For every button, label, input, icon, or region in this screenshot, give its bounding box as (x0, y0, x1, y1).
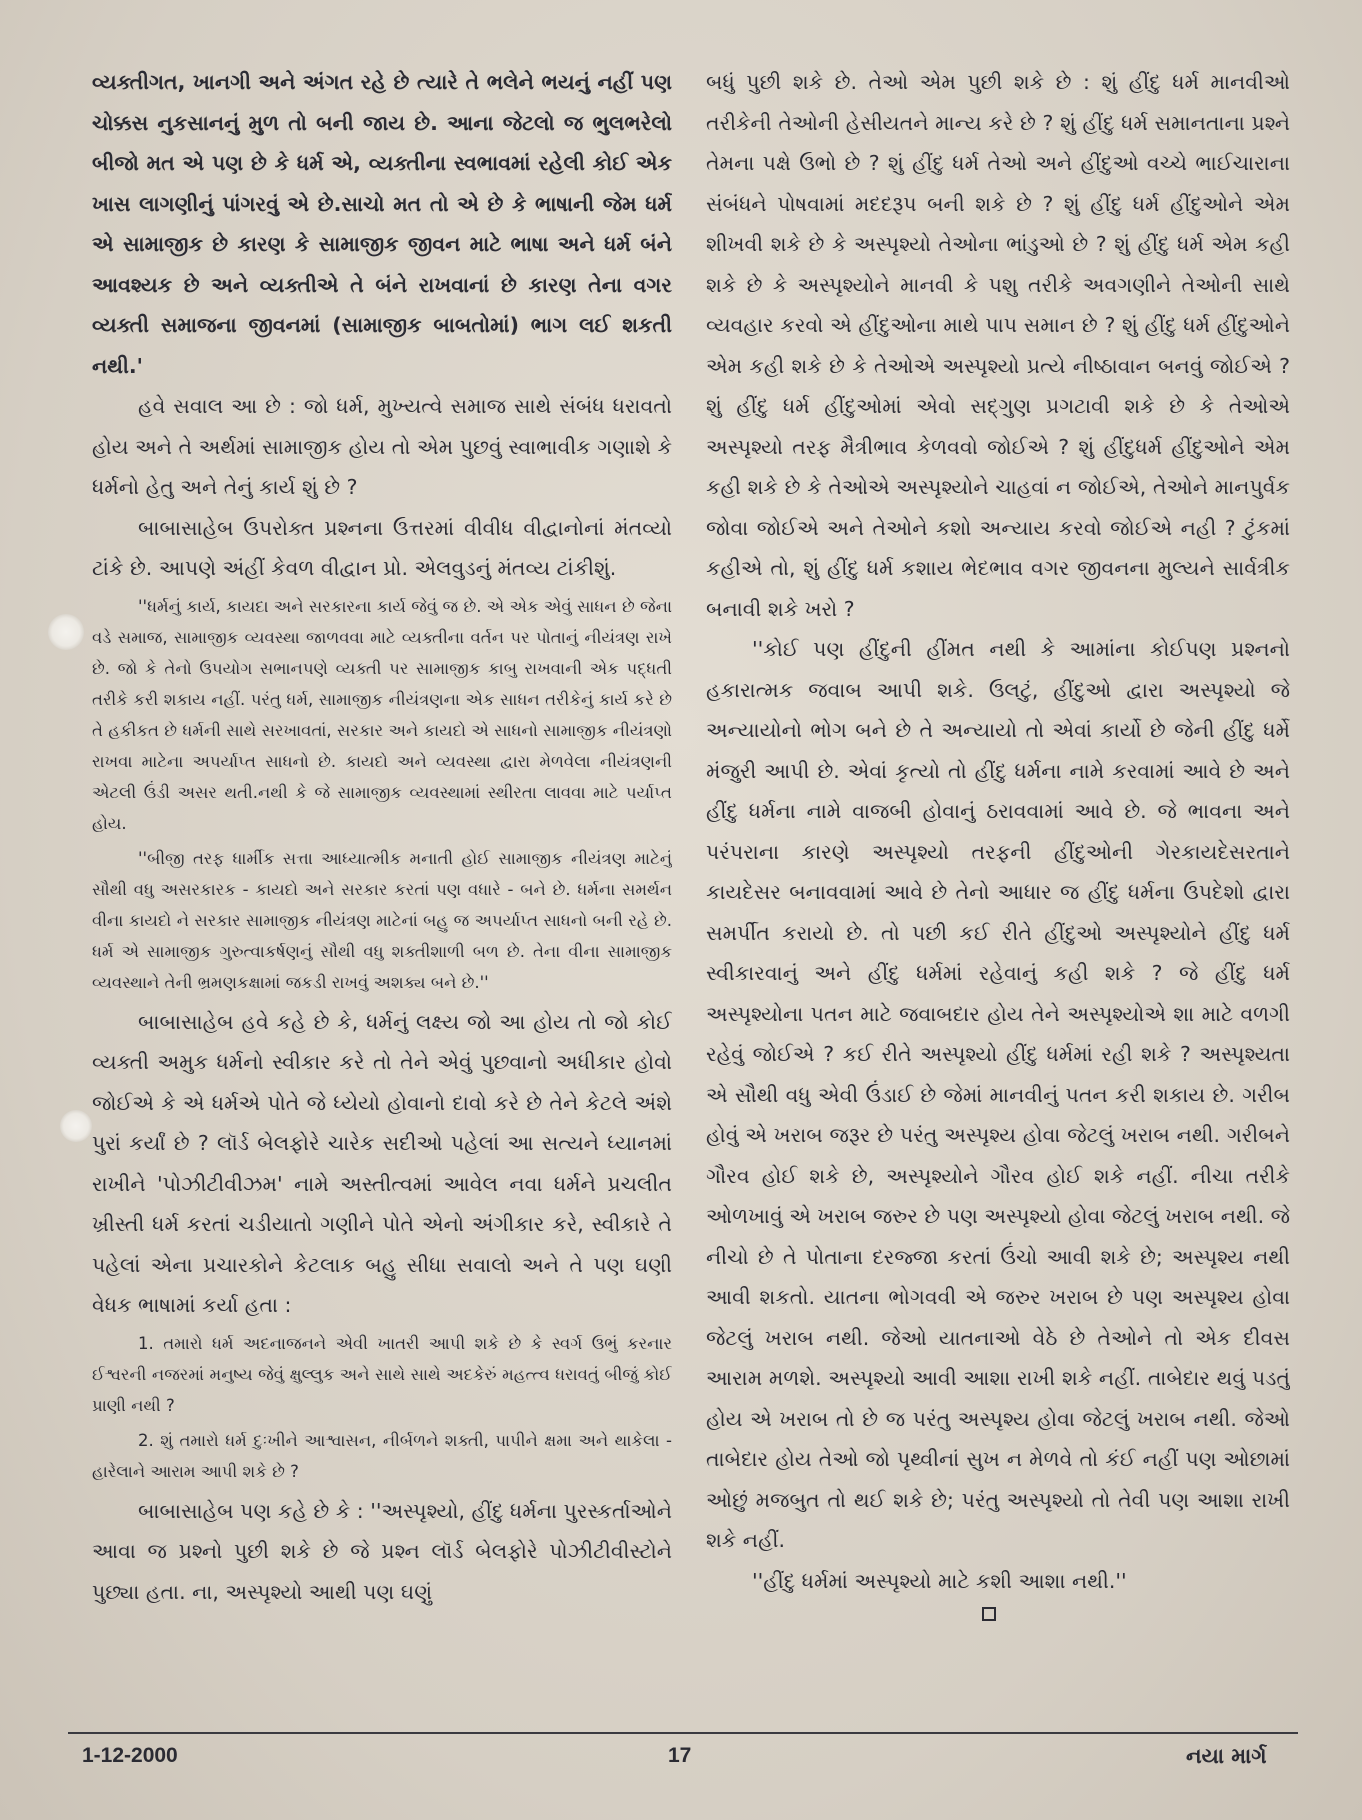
end-of-article-square-icon (982, 1607, 996, 1621)
left-paragraph-4: બાબાસાહેબ હવે કહે છે કે, ધર્મનું લક્ષ્ય જો આ હોય તો જો કોઈ વ્યક્તી અમુક ધર્મનો સ્વીકાર કરે તો તેને એવું પુછવાનો અધીકાર હોવો જોઈએ કે એ ધર્મએ પોતે જે ધ્યેયો હોવાનો દાવો કરે છે તેને કેટલે અંશે પુરાં કર્યાં છે ? લૉર્ડ બેલફોરે ચારેક સદીઓ પહેલાં આ સત્યને ધ્યાનમાં રાખીને 'પોઝીટીવીઝમ' નામે અસ્તીત્વમાં આવેલ નવા ધર્મને પ્રચલીત ખ્રીસ્તી ધર્મ કરતાં ચડીયાતો ગણીને પોતે એનો અંગીકાર કરે, સ્વીકારે તે પહેલાં એના પ્રચારકોને કેટલાક બહુ સીધા સવાલો અને તે પણ ઘણી વેધક ભાષામાં કર્યા હતા : (92, 1009, 672, 1317)
left-question-1: 1. તમારો ધર્મ અદનાજનને એવી ખાતરી આપી શકે છે કે સ્વર્ગ ઉભું કરનાર ઈશ્વરની નજરમાં મનુષ્ય જેવું ક્ષુલ્લુક અને સાથે સાથે અદકેરું મહત્ત્વ ધરાવતું બીજું કોઈ પ્રાણી નથી ? (92, 1333, 672, 1415)
punch-hole-top (48, 614, 84, 650)
publication-name: નયા માર્ગ (1186, 1744, 1267, 1768)
left-paragraph-5: બાબાસાહેબ પણ કહે છે કે : ''અસ્પૃશ્યો, હીંદુ ધર્મના પુરસ્કર્તાઓને આવા જ પ્રશ્નો પુછી શકે છે જે પ્રશ્ન લૉર્ડ બેલફોરે પોઝીટીવીસ્ટોને પુછ્યા હતા. ના, અસ્પૃશ્યો આથી પણ ઘણું (92, 1498, 672, 1604)
left-paragraph-2: હવે સવાલ આ છે : જો ધર્મ, મુખ્યત્વે સમાજ સાથે સંબંધ ધરાવતો હોય અને તે અર્થમાં સામાજીક હોય તો એમ પુછવું સ્વાભાવીક ગણાશે કે ધર્મનો હેતુ અને તેનું કાર્ય શું છે ? (92, 394, 672, 499)
punch-hole-bottom (60, 1110, 92, 1142)
right-column (706, 62, 1290, 1621)
left-paragraph-1: વ્યક્તીગત, ખાનગી અને અંગત રહે છે ત્યારે તે ભલેને ભયનું નહીં પણ ચોક્કસ નુકસાનનું મુળ તો બની જાય છે. આના જેટલો જ ભુલભરેલો બીજો મત એ પણ છે કે ધર્મ એ, વ્યક્તીના સ્વભાવમાં રહેલી કોઈ એક ખાસ લાગણીનું પાંગરવું એ છે.સાચો મત તો એ છે કે ભાષાની જેમ ધર્મ એ સામાજીક છે કારણ કે સામાજીક જીવન માટે ભાષા અને ધર્મ બંને આવશ્યક છે અને વ્યક્તીએ તે બંને રાખવાનાં છે કારણ તેના વગર વ્યક્તી સમાજના જીવનમાં (સામાજીક બાબતોમાં) ભાગ લઈ શકતી નથી.' (92, 70, 672, 378)
right-paragraph-1: બધું પુછી શકે છે. તેઓ એમ પુછી શકે છે : શું હીંદુ ધર્મ માનવીઓ તરીકેની તેઓની હેસીયતને માન્ય કરે છે ? શું હીંદુ ધર્મ સમાનતાના પ્રશ્ને તેમના પક્ષે ઉભો છે ? શું હીંદુ ધર્મ તેઓ અને હીંદુઓ વચ્ચે ભાઈચારાના સંબંધને પોષવામાં મદદરૂપ બની શકે છે ? શું હીંદુ ધર્મ હીંદુઓને એમ શીખવી શકે છે કે અસ્પૃશ્યો તેઓના ભાંડુઓ છે ? શું હીંદુ ધર્મ એમ કહી શકે છે કે અસ્પૃશ્યોને માનવી કે પશુ તરીકે અવગણીને તેઓની સાથે વ્યવહાર કરવો એ હીંદુઓના માથે પાપ સમાન છે ? શું હીંદુ ધર્મ હીંદુઓને એમ કહી શકે છે કે તેઓએ અસ્પૃશ્યો પ્રત્યે નીષ્ઠાવાન બનવું જોઈએ ? શું હીંદુ ધર્મ હીંદુઓમાં એવો સદ્ગુણ પ્રગટાવી શકે છે કે તેઓએ અસ્પૃશ્યો તરફ મૈત્રીભાવ કેળવવો જોઈએ ? શું હીંદુધર્મ હીંદુઓને એમ કહી શકે છે કે તેઓએ અસ્પૃશ્યોને ચાહવાં ન જોઈએ, તેઓને માનપુર્વક જોવા જોઈએ અને તેઓને કશો અન્યાય કરવો જોઈએ નહી ? ટુંકમાં કહીએ તો, શું હીંદુ ધર્મ કશાય ભેદભાવ વગર જીવનના મુલ્યને સાર્વત્રીક બનાવી શકે ખરો ? (706, 70, 1290, 621)
footer-date: 1-12-2000 (82, 1744, 178, 1767)
footer-divider (68, 1732, 1298, 1734)
left-quote-2: ''બીજી તરફ ધાર્મીક સત્તા આધ્યાત્મીક મનાતી હોઈ સામાજીક નીયંત્રણ માટેનું સૌથી વધુ અસરકારક - કાયદો અને સરકાર કરતાં પણ વધારે - બને છે. ધર્મના સમર્થન વીના કાયદો ને સરકાર સામાજીક નીયંત્રણ માટેનાં બહુ જ અપર્યાપ્ત સાધનો બની રહે છે. ધર્મ એ સામાજીક ગુરુત્વાકર્ષણનું સૌથી વધુ શક્તીશાળી બળ છે. તેના વીના સામાજીક વ્યવસ્થાને તેની ભ્રમણકક્ષામાં જકડી રાખવું અશક્ય બને છે.'' (92, 848, 672, 992)
left-question-2: 2. શું તમારો ધર્મ દુઃખીને આશ્વાસન, નીર્બળને શક્તી, પાપીને ક્ષમા અને થાકેલા - હારેલાને આરામ આપી શકે છે ? (92, 1430, 672, 1481)
page-number: 17 (668, 1744, 692, 1767)
right-paragraph-2: ''કોઈ પણ હીંદુની હીંમત નથી કે આમાંના કોઈપણ પ્રશ્નનો હકારાત્મક જવાબ આપી શકે. ઉલટું, હીંદુઓ દ્વારા અસ્પૃશ્યો જે અન્યાયોનો ભોગ બને છે તે અન્યાયો તો એવાં કાર્યો છે જેની હીંદુ ધર્મે મંજુરી આપી છે. એવાં કૃત્યો તો હીંદુ ધર્મના નામે કરવામાં આવે છે અને હીંદુ ધર્મના નામે વાજબી હોવાનું ઠરાવવામાં આવે છે. જે ભાવના અને પરંપરાના કારણે અસ્પૃશ્યો તરફની હીંદુઓની ગેરકાયદેસરતાને કાયદેસર બનાવવામાં આવે છે તેનો આધાર જ હીંદુ ધર્મના ઉપદેશો દ્વારા સમર્પીત કરાયો છે. તો પછી કઈ રીતે હીંદુઓ અસ્પૃશ્યોને હીંદુ ધર્મ સ્વીકારવાનું અને હીંદુ ધર્મમાં રહેવાનું કહી શકે ? જે હીંદુ ધર્મ અસ્પૃશ્યોના પતન માટે જવાબદાર હોય તેને અસ્પૃશ્યોએ શા માટે વળગી રહેવું જોઈએ ? કઈ રીતે અસ્પૃશ્યો હીંદુ ધર્મમાં રહી શકે ? અસ્પૃશ્યતા એ સૌથી વધુ એવી ઉંડાઈ છે જેમાં માનવીનું પતન કરી શકાય છે. ગરીબ હોવું એ ખરાબ જરૂર છે પરંતુ અસ્પૃશ્ય હોવા જેટલું ખરાબ નથી. ગરીબને ગૌરવ હોઈ શકે છે, અસ્પૃશ્યોને ગૌરવ હોઈ શકે નહીં. નીચા તરીકે ઓળખાવું એ ખરાબ જરુર છે પણ અસ્પૃશ્યો હોવા જેટલું ખરાબ નથી. જે નીચો છે તે પોતાના દરજ્જા કરતાં ઉંચો આવી શકે છે; અસ્પૃશ્ય નથી આવી શકતો. યાતના ભોગવવી એ જરુર ખરાબ છે પણ અસ્પૃશ્ય હોવા જેટલું ખરાબ નથી. જેઓ યાતનાઓ વેઠે છે તેઓને તો એક દીવસ આરામ મળશે. અસ્પૃશ્યો આવી આશા રાખી શકે નહીં. તાબેદાર થવું પડતું હોય એ ખરાબ તો છે જ પરંતુ અસ્પૃશ્ય હોવા જેટલું ખરાબ નથી. જેઓ તાબેદાર હોય તેઓ જો પૃથ્વીનાં સુખ ન મેળવે તો કંઈ નહીં પણ ઓછામાં ઓછું મજબુત તો થઈ શકે છે; પરંતુ અસ્પૃશ્યો તો તેવી પણ આશા રાખી શકે નહીં. (706, 637, 1290, 1552)
left-column (92, 62, 672, 1612)
left-quote-1: ''ધર્મનું કાર્ય, કાયદા અને સરકારના કાર્ય જેવું જ છે. એ એક એવું સાધન છે જેના વડે સમાજ, સામાજીક વ્યવસ્થા જાળવવા માટે વ્યક્તીના વર્તન પર પોતાનું નીયંત્રણ રાખે છે. જો કે તેનો ઉપયોગ સભાનપણે વ્યક્તી પર સામાજીક કાબુ રાખવાની એક પદ્ધતી તરીકે કરી શકાય નહીં. પરંતુ ધર્મ, સામાજીક નીયંત્રણના એક સાધન તરીકેનું કાર્ય કરે છે તે હકીકત છે ધર્મની સાથે સરખાવતાં, સરકાર અને કાયદો એ સાધનો સામાજીક નીયંત્રણો રાખવા માટેના અપર્યાપ્ત સાધનો છે. કાયદો અને વ્યવસ્થા દ્વારા મેળવેલા નીયંત્રણની એટલી ઉંડી અસર થતી.નથી કે જે સામાજીક વ્યવસ્થામાં સ્થીરતા લાવવા માટે પર્યાપ્ત હોય. (92, 596, 672, 833)
right-paragraph-3: ''હીંદુ ધર્મમાં અસ્પૃશ્યો માટે કશી આશા નથી.'' (752, 1568, 1127, 1593)
left-paragraph-3: બાબાસાહેબ ઉપરોક્ત પ્રશ્નના ઉત્તરમાં વીવીધ વીદ્વાનોનાં મંતવ્યો ટાંકે છે. આપણે અંહીં કેવળ વીદ્વાન પ્રો. એલવુડનું મંતવ્ય ટાંકીશું. (92, 515, 672, 580)
